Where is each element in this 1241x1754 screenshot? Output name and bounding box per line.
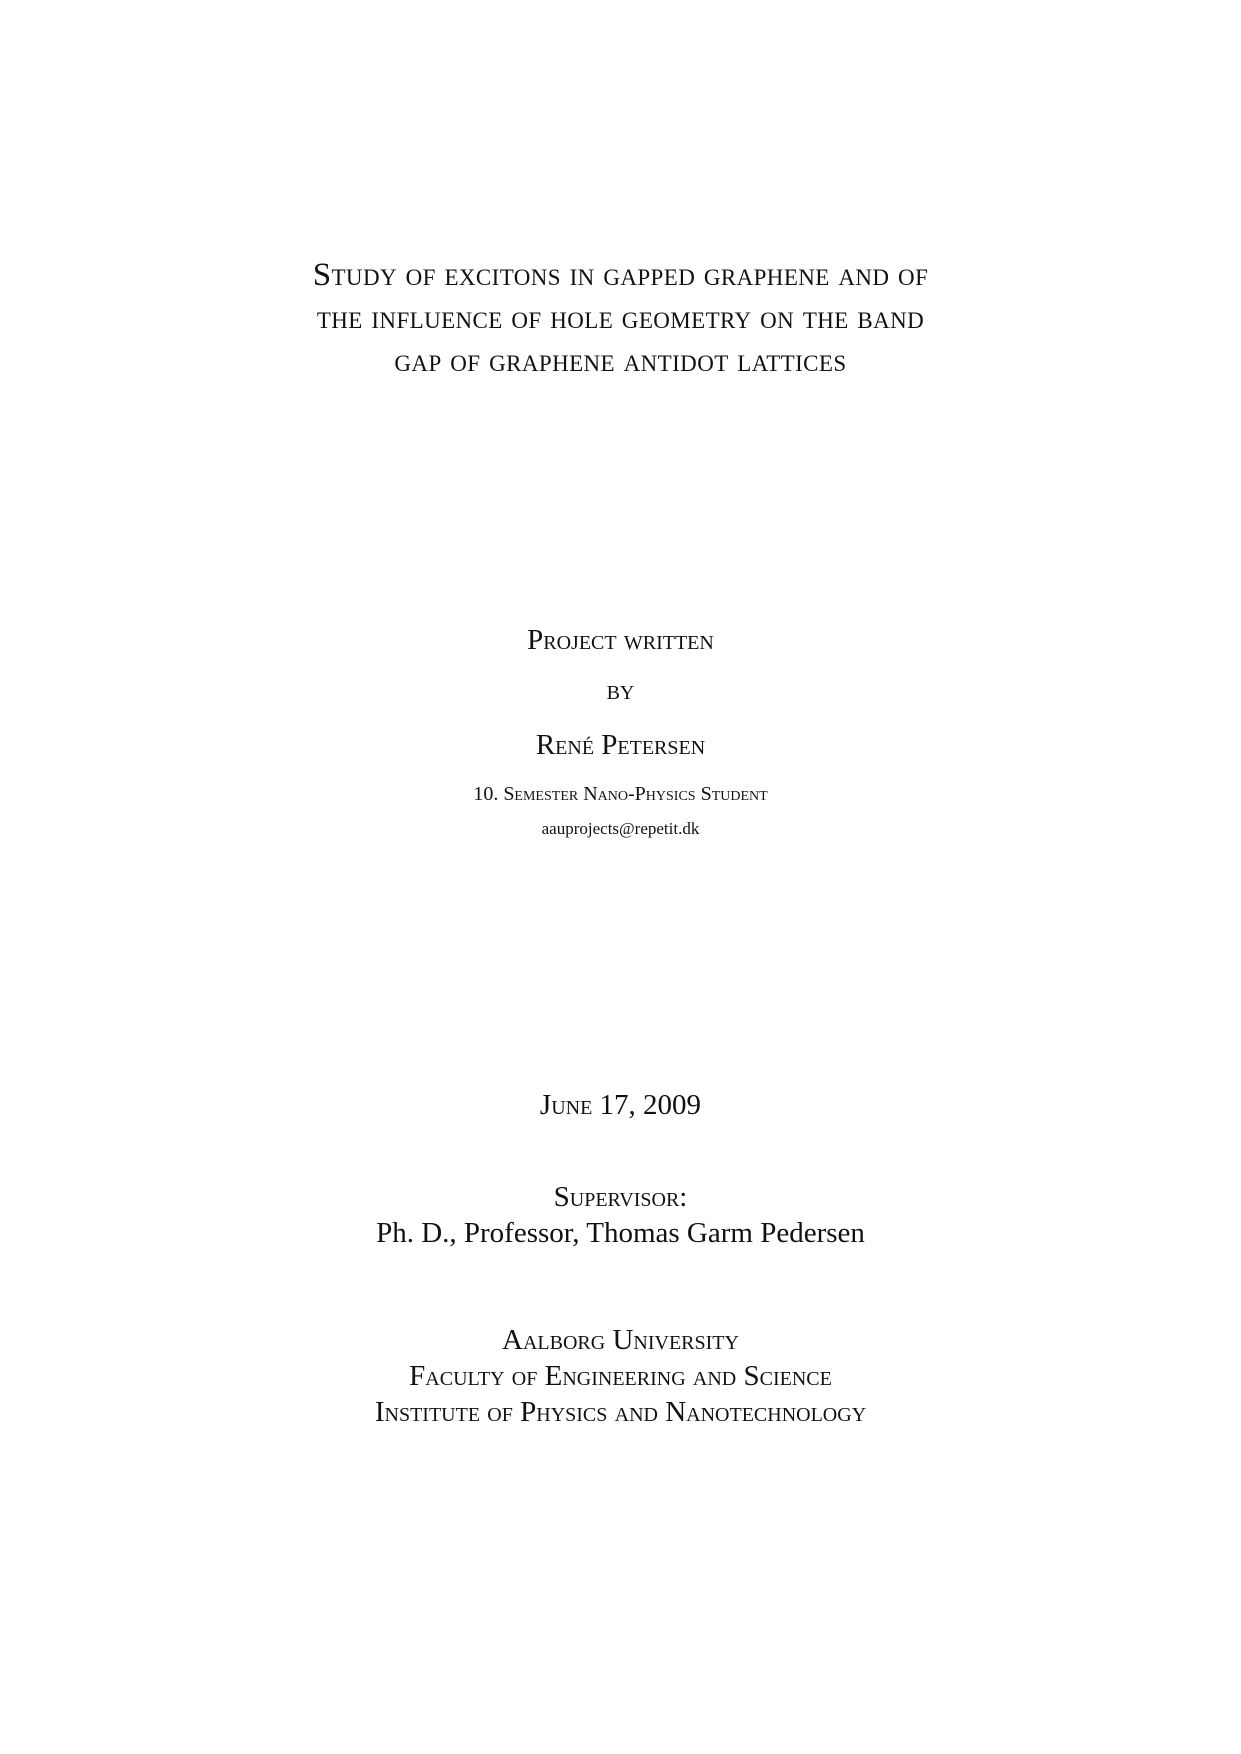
document-date: June 17, 2009 xyxy=(539,1089,702,1121)
author-role: 10. Semester Nano-Physics Student xyxy=(473,783,768,805)
faculty-name: Faculty of Engineering and Science xyxy=(409,1360,832,1392)
project-written-label: Project written xyxy=(527,624,714,656)
title-line-1: Study of excitons in gapped graphene and of xyxy=(312,257,929,293)
title-line-2: the influence of hole geometry on the band xyxy=(316,300,925,336)
title-line-3: gap of graphene antidot lattices xyxy=(394,343,847,379)
by-label: by xyxy=(606,674,635,706)
author-name: René Petersen xyxy=(535,729,706,761)
supervisor-name: Ph. D., Professor, Thomas Garm Pedersen xyxy=(376,1217,865,1249)
supervisor-label: Supervisor: xyxy=(553,1181,688,1213)
author-email: aauprojects@repetit.dk xyxy=(541,819,700,838)
institute-name: Institute of Physics and Nanotechnology xyxy=(374,1396,867,1428)
university-name: Aalborg University xyxy=(502,1324,739,1356)
